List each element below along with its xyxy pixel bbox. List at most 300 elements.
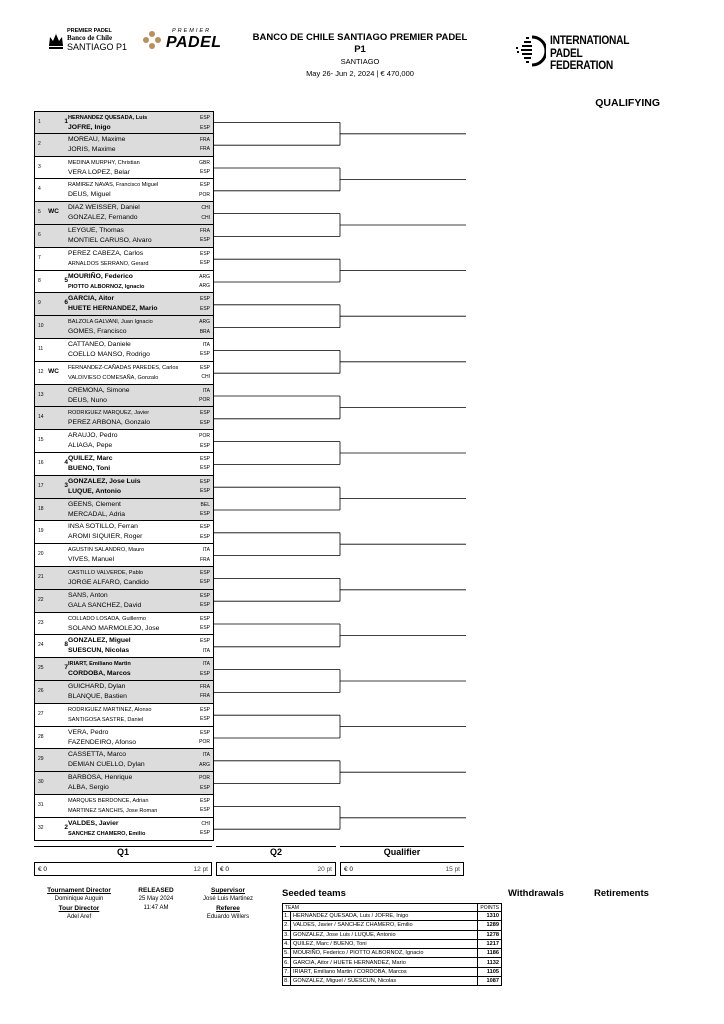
referee-name: Eduardo Willers [206,914,250,920]
player-2-name: ARNALDOS SERRANO, Gerard [68,260,149,267]
player-2-country: FRA [200,693,210,700]
nationalities [196,250,210,269]
released-column [126,886,186,913]
slot-number: 19 [38,528,44,535]
player-1-name: MOURIÑO, Federico [68,272,133,280]
federation-name [550,34,629,72]
tournament-category: P1 [354,44,366,55]
seeded-rank: 8. [284,978,289,985]
team-names [68,750,200,770]
team-names [68,545,200,565]
team-names [68,294,200,314]
player-2-country: POR [199,739,210,746]
seeded-row [283,977,502,986]
slot-number: 1 [38,119,41,125]
slot-number: 30 [38,779,44,786]
draw-slot [34,339,214,362]
slot-number: 6 [38,231,41,238]
tournament-title: BANCO DE CHILE SANTIAGO PREMIER PADEL [252,32,468,43]
player-1-country: ITA [202,387,210,394]
player-2-name: LUQUE, Antonio [68,487,121,495]
player-2-country: ITA [202,647,210,654]
tournament-header [240,32,480,80]
player-2-country: ESP [199,625,210,632]
player-1-name: AGUSTIN SALANDRO, Mauro [68,547,145,554]
player-1-country: ESP [199,729,210,736]
nationalities [196,729,210,748]
team-names [68,408,200,428]
player-2-name: VALDIVIESO COMESAÑA, Gonzalo [68,374,159,381]
player-1-country: ESP [199,250,210,257]
slot-number: 25 [38,665,44,672]
player-1-name: CASTILLO VALVERDE, Pablo [68,569,144,576]
seeded-row [283,958,502,967]
seed-number: 7 [64,664,68,672]
nationalities [196,159,210,178]
slot-number: 7 [38,254,41,261]
player-2-name: BLANQUE, Bastien [68,692,127,700]
draw-slot [34,499,214,522]
player-2-name: ALIAGA, Pepe [68,442,113,450]
nationalities [196,136,210,155]
slot-number: 28 [38,733,44,740]
player-1-name: INSA SOTILLO, Ferran [68,523,138,531]
player-1-country: ESP [199,706,210,713]
seeded-points: 1087 [478,977,502,986]
player-1-country: ESP [199,410,210,417]
draw-slot [34,658,214,681]
tournament-city: SANTIAGO [340,57,380,66]
draw-slot [34,293,214,316]
nationalities [196,227,210,246]
player-1-country: ARG [199,319,210,326]
released-time: 11:47 AM [143,905,169,911]
player-2-country: ESP [199,602,210,609]
player-1-name: MARQUES BERDONCE, Adrian [68,797,149,804]
nationalities [196,660,210,679]
team-names [68,113,200,133]
player-2-name: DEUS, Nuno [68,396,107,404]
player-2-name: SANTIGOSA SASTRE, Daniel [68,716,144,723]
draw-slot [34,818,214,841]
player-2-country: ESP [199,169,210,176]
seed-number: 3 [64,481,68,489]
slot-number: 8 [38,277,41,284]
player-1-name: GONZALEZ, Jose Luis [68,477,141,485]
draw-slot [34,567,214,590]
player-2-country: ESP [199,351,210,358]
seeded-points: 1186 [478,949,502,958]
premier-padel-logo [142,28,238,56]
slot-number: 5 [38,209,41,216]
slot-number: 12 [38,368,44,375]
player-1-country: ESP [199,524,210,531]
player-2-name: AROMI SIQUIER, Roger [68,533,143,541]
player-1-name: RODRIGUEZ MARQUEZ, Javier [68,410,150,417]
player-2-name: MONTIEL CARUSO, Alvaro [68,236,152,244]
player-2-country: ESP [199,124,210,131]
seeded-header-row [283,904,502,912]
nationalities [196,706,210,725]
team-names [68,158,200,178]
player-1-name: CASSETTA, Marco [68,751,127,759]
draw-slot [34,635,214,658]
brand-line-2: Banco de Chile [67,34,113,42]
seeded-rank: 3. [284,931,289,938]
draw-slot [34,385,214,408]
round-q1-prize: € 0 [38,866,48,873]
slot-number: 11 [38,345,44,352]
seeded-row [283,930,502,939]
player-1-name: MEDINA MURPHY, Christian [68,159,140,166]
seeded-teams [282,888,504,986]
retirements-heading: Retirements [594,888,649,899]
draw-slot [34,271,214,294]
player-1-country: ESP [199,478,210,485]
nationalities [196,341,210,360]
slot-number: 27 [38,710,44,717]
player-2-country: ESP [199,807,210,814]
referee-label: Referee [216,905,240,912]
nationalities [196,114,210,133]
team-names [68,135,200,155]
player-2-country: ARG [199,283,210,290]
player-1-name: RODRIGUEZ MARTINEZ, Alonso [68,706,152,713]
nationalities [196,820,210,839]
slot-number: 9 [38,300,41,307]
round-q2-header: Q2 [216,846,336,860]
slot-number: 22 [38,596,44,603]
round-q2-prize-box [216,862,336,876]
nationalities [196,774,210,793]
draw-slot [34,749,214,772]
team-names [68,340,200,360]
player-1-country: ITA [202,547,210,554]
player-2-name: DEUS, Miguel [68,191,111,199]
team-names [68,591,200,611]
player-1-name: BARBOSA, Henrique [68,774,133,782]
seeded-points: 1310 [478,912,502,921]
seeded-col-team: TEAM [283,904,478,912]
player-2-name: GOMES, Francisco [68,328,127,336]
player-2-name: SOLANO MARMOLEJO, Jose [68,624,160,632]
team-names [68,636,200,656]
draw-slot [34,453,214,476]
slot-number: 17 [38,482,44,489]
nationalities [196,797,210,816]
draw-slot [34,202,214,225]
federation-line-2: PADEL [550,45,583,60]
tour-director-label: Tour Director [58,905,100,912]
wildcard-marker: WC [48,208,59,216]
slot-number: 4 [38,186,41,193]
draw-slot [34,225,214,248]
nationalities [196,364,210,383]
seeded-team: GONZALEZ, Miguel / SUESCUN, Nicolas [291,977,478,986]
seeded-rank: 7. [284,968,289,975]
slot-number: 13 [38,391,44,398]
seeded-points: 1278 [478,930,502,939]
player-1-country: GBR [199,159,210,166]
released-date: 25 May 2024 [138,896,174,902]
player-1-name: VERA, Pedro [68,728,109,736]
draw-slot [34,430,214,453]
player-1-country: FRA [200,227,210,234]
slot-number: 15 [38,437,44,444]
seed-number: 5 [64,276,68,284]
team-names [68,819,200,839]
draw-slot [34,179,214,202]
team-names [68,568,200,588]
player-1-country: ESP [199,364,210,371]
team-names [68,386,200,406]
seed-number: 4 [64,458,68,466]
player-1-country: ESP [199,797,210,804]
player-1-name: COLLADO LOSADA, Guillermo [68,615,147,622]
nationalities [196,637,210,656]
player-1-name: LEYGUE, Thomas [68,226,124,234]
nationalities [196,409,210,428]
player-1-country: ITA [202,752,210,759]
draw-slot [34,681,214,704]
player-1-name: GEENS, Clement [68,500,121,508]
team-names [68,317,200,337]
seed-number: 8 [64,641,68,649]
nationalities [196,273,210,292]
seeded-col-points: POINTS [478,904,502,912]
slot-number: 32 [38,824,44,831]
player-2-name: FAZENDEIRO, Afonso [68,738,136,746]
player-2-name: HUETE HERNANDEZ, Mario [68,305,158,313]
stage-label: QUALIFYING [595,97,660,109]
player-1-name: GUICHARD, Dylan [68,682,126,690]
draw-slot [34,704,214,727]
player-2-country: ESP [199,716,210,723]
player-1-name: PEREZ CABEZA, Carlos [68,249,144,257]
draw-slot [34,407,214,430]
team-names [68,500,200,520]
player-1-name: CATTANEO, Daniele [68,340,131,348]
slot-number: 10 [38,323,44,330]
draw-slot [34,316,214,339]
player-2-country: ESP [199,533,210,540]
seeded-rank: 6. [284,959,289,966]
player-2-country: ESP [199,260,210,267]
brand-line-3: SANTIAGO P1 [67,42,128,52]
player-2-name: PEREZ ARBONA, Gonzalo [68,419,150,427]
slot-number: 20 [38,551,44,558]
player-1-name: GONZALEZ, Miguel [68,637,131,645]
seeded-team: GONZALEZ, Jose Luis / LUQUE, Antonio [291,930,478,939]
player-1-country: ESP [199,615,210,622]
player-1-name: VALDES, Javier [68,819,119,827]
player-2-country: ESP [199,579,210,586]
player-2-name: MARTINEZ SANCHIS, Jose Roman [68,807,158,814]
player-1-name: CREMONA, Simone [68,386,130,394]
draw-slot [34,613,214,636]
player-1-country: ESP [199,296,210,303]
player-2-country: ESP [199,670,210,677]
seeded-row [283,921,502,930]
team-names [68,614,200,634]
nationalities [196,478,210,497]
player-2-country: BRA [199,328,210,335]
draw-slot [34,248,214,271]
seeded-points: 1105 [478,967,502,976]
player-1-country: FRA [200,683,210,690]
seeded-team: MOURIÑO, Federico / PIOTTO ALBORNOZ, Ignacio [291,949,478,958]
player-2-name: VIVES, Manuel [68,556,115,564]
star-icon [142,30,162,50]
player-2-country: ARG [199,761,210,768]
team-names [68,477,200,497]
supervisor-name: José Luis Martinez [202,896,254,902]
slot-number: 3 [38,163,41,170]
nationalities [196,318,210,337]
seed-number: 2 [64,823,68,831]
player-2-name: BUENO, Toni [68,464,111,472]
seed-number: 6 [64,299,68,307]
player-2-country: CHI [201,214,210,221]
player-2-name: SUESCUN, Nicolas [68,647,130,655]
nationalities [196,546,210,565]
player-2-country: FRA [200,146,210,153]
federation-line-1: INTERNATIONAL [550,33,630,47]
player-1-country: ITA [202,341,210,348]
player-1-country: ESP [199,638,210,645]
player-1-country: CHI [201,820,210,827]
slot-number: 23 [38,619,44,626]
slot-number: 29 [38,756,44,763]
draw-slot [34,157,214,180]
santiago-p1-logo [48,28,138,54]
nationalities [196,204,210,223]
player-1-country: ITA [202,661,210,668]
director-column [34,886,124,922]
federation-line-3: FEDERATION [550,58,614,72]
nationalities [196,295,210,314]
player-1-name: IRIART, Emiliano Martin [68,661,131,668]
team-names [68,728,200,748]
player-2-name: SANCHEZ CHAMERO, Emilio [68,830,146,837]
draw-slot [34,544,214,567]
team-names [68,454,200,474]
seeded-row [283,967,502,976]
seeded-row [283,939,502,948]
draw-slot [34,772,214,795]
crown-icon [48,32,64,50]
player-1-name: GARCIA, Aitor [68,295,115,303]
player-2-name: VERA LOPEZ, Belar [68,168,130,176]
player-1-country: ESP [199,455,210,462]
padel-text: PADEL [166,34,222,51]
team-names [68,682,200,702]
nationalities [196,501,210,520]
team-names [68,773,200,793]
slot-number: 21 [38,573,44,580]
draw-slot [34,795,214,818]
team-names [68,363,200,383]
ipf-logo [512,32,632,74]
seeded-team: GARCIA, Aitor / HUETE HERNANDEZ, Mario [291,958,478,967]
nationalities [196,523,210,542]
player-2-name: ALBA, Sergio [68,784,109,792]
player-1-country: CHI [201,205,210,212]
player-2-name: GONZALEZ, Fernando [68,214,138,222]
slot-number: 26 [38,687,44,694]
player-2-country: ESP [199,419,210,426]
team-names [68,431,200,451]
round-q2-prize: € 0 [220,866,230,873]
supervisor-label: Supervisor [211,887,245,894]
player-2-country: ESP [199,511,210,518]
seeded-row [283,912,502,921]
slot-number: 24 [38,642,44,649]
player-1-name: DIAZ WEISSER, Daniel [68,204,140,212]
player-1-country: ESP [199,115,210,121]
slot-number: 16 [38,459,44,466]
draw-slot [34,134,214,157]
team-names [68,203,200,223]
team-names [68,249,200,269]
tournament-director-label: Tournament Director [47,887,111,894]
player-2-name: COELLO MANSO, Rodrigo [68,350,150,358]
draw-slot [34,362,214,385]
nationalities [196,751,210,770]
player-1-name: QUILEZ, Marc [68,454,113,462]
slot-number: 18 [38,505,44,512]
round-q1-prize-box [34,862,212,876]
player-2-country: POR [199,397,210,404]
team-names [68,180,200,200]
player-2-name: PIOTTO ALBORNOZ, Ignacio [68,283,145,290]
round-qualifier-header: Qualifier [340,846,464,860]
player-2-name: MERCADAL, Adria [68,510,126,518]
team-names [68,705,200,725]
seeded-rank: 5. [284,950,289,957]
player-1-name: SANS, Anton [68,591,108,599]
player-1-country: POR [199,775,210,782]
player-1-name: BALZOLA GALVANI, Juan Ignacio [68,319,153,326]
team-names [68,796,200,816]
slot-number: 2 [38,140,41,147]
player-2-name: JORIS, Maxime [68,145,116,153]
tournament-director-name: Dominique Auguin [54,896,104,902]
nationalities [196,432,210,451]
seeded-points: 1289 [478,921,502,930]
padel-ball-icon [512,34,546,68]
seeded-points: 1132 [478,958,502,967]
nationalities [196,181,210,200]
nationalities [196,592,210,611]
slot-number: 31 [38,801,44,808]
player-1-name: FERNANDEZ-CAÑADAS PAREDES, Carlos [68,364,179,371]
nationalities [196,455,210,474]
round-q1-points: 12 pt [193,866,208,873]
withdrawals-heading: Withdrawals [508,888,564,899]
slot-number: 14 [38,414,44,421]
player-1-name: RAMIREZ NAVAS, Francisco Miguel [68,182,159,189]
seeded-teams-title: Seeded teams [282,888,346,899]
player-1-name: ARAUJO, Pedro [68,432,118,440]
player-2-country: POR [199,191,210,198]
player-2-country: ESP [199,305,210,312]
player-1-country: POR [199,433,210,440]
seeded-team: QUILEZ, Marc / BUENO, Toni [291,939,478,948]
player-1-country: ESP [199,592,210,599]
seeded-team: HERNANDEZ QUESADA, Luis / JOFRE, Inigo [291,912,478,921]
team-names [68,272,200,292]
